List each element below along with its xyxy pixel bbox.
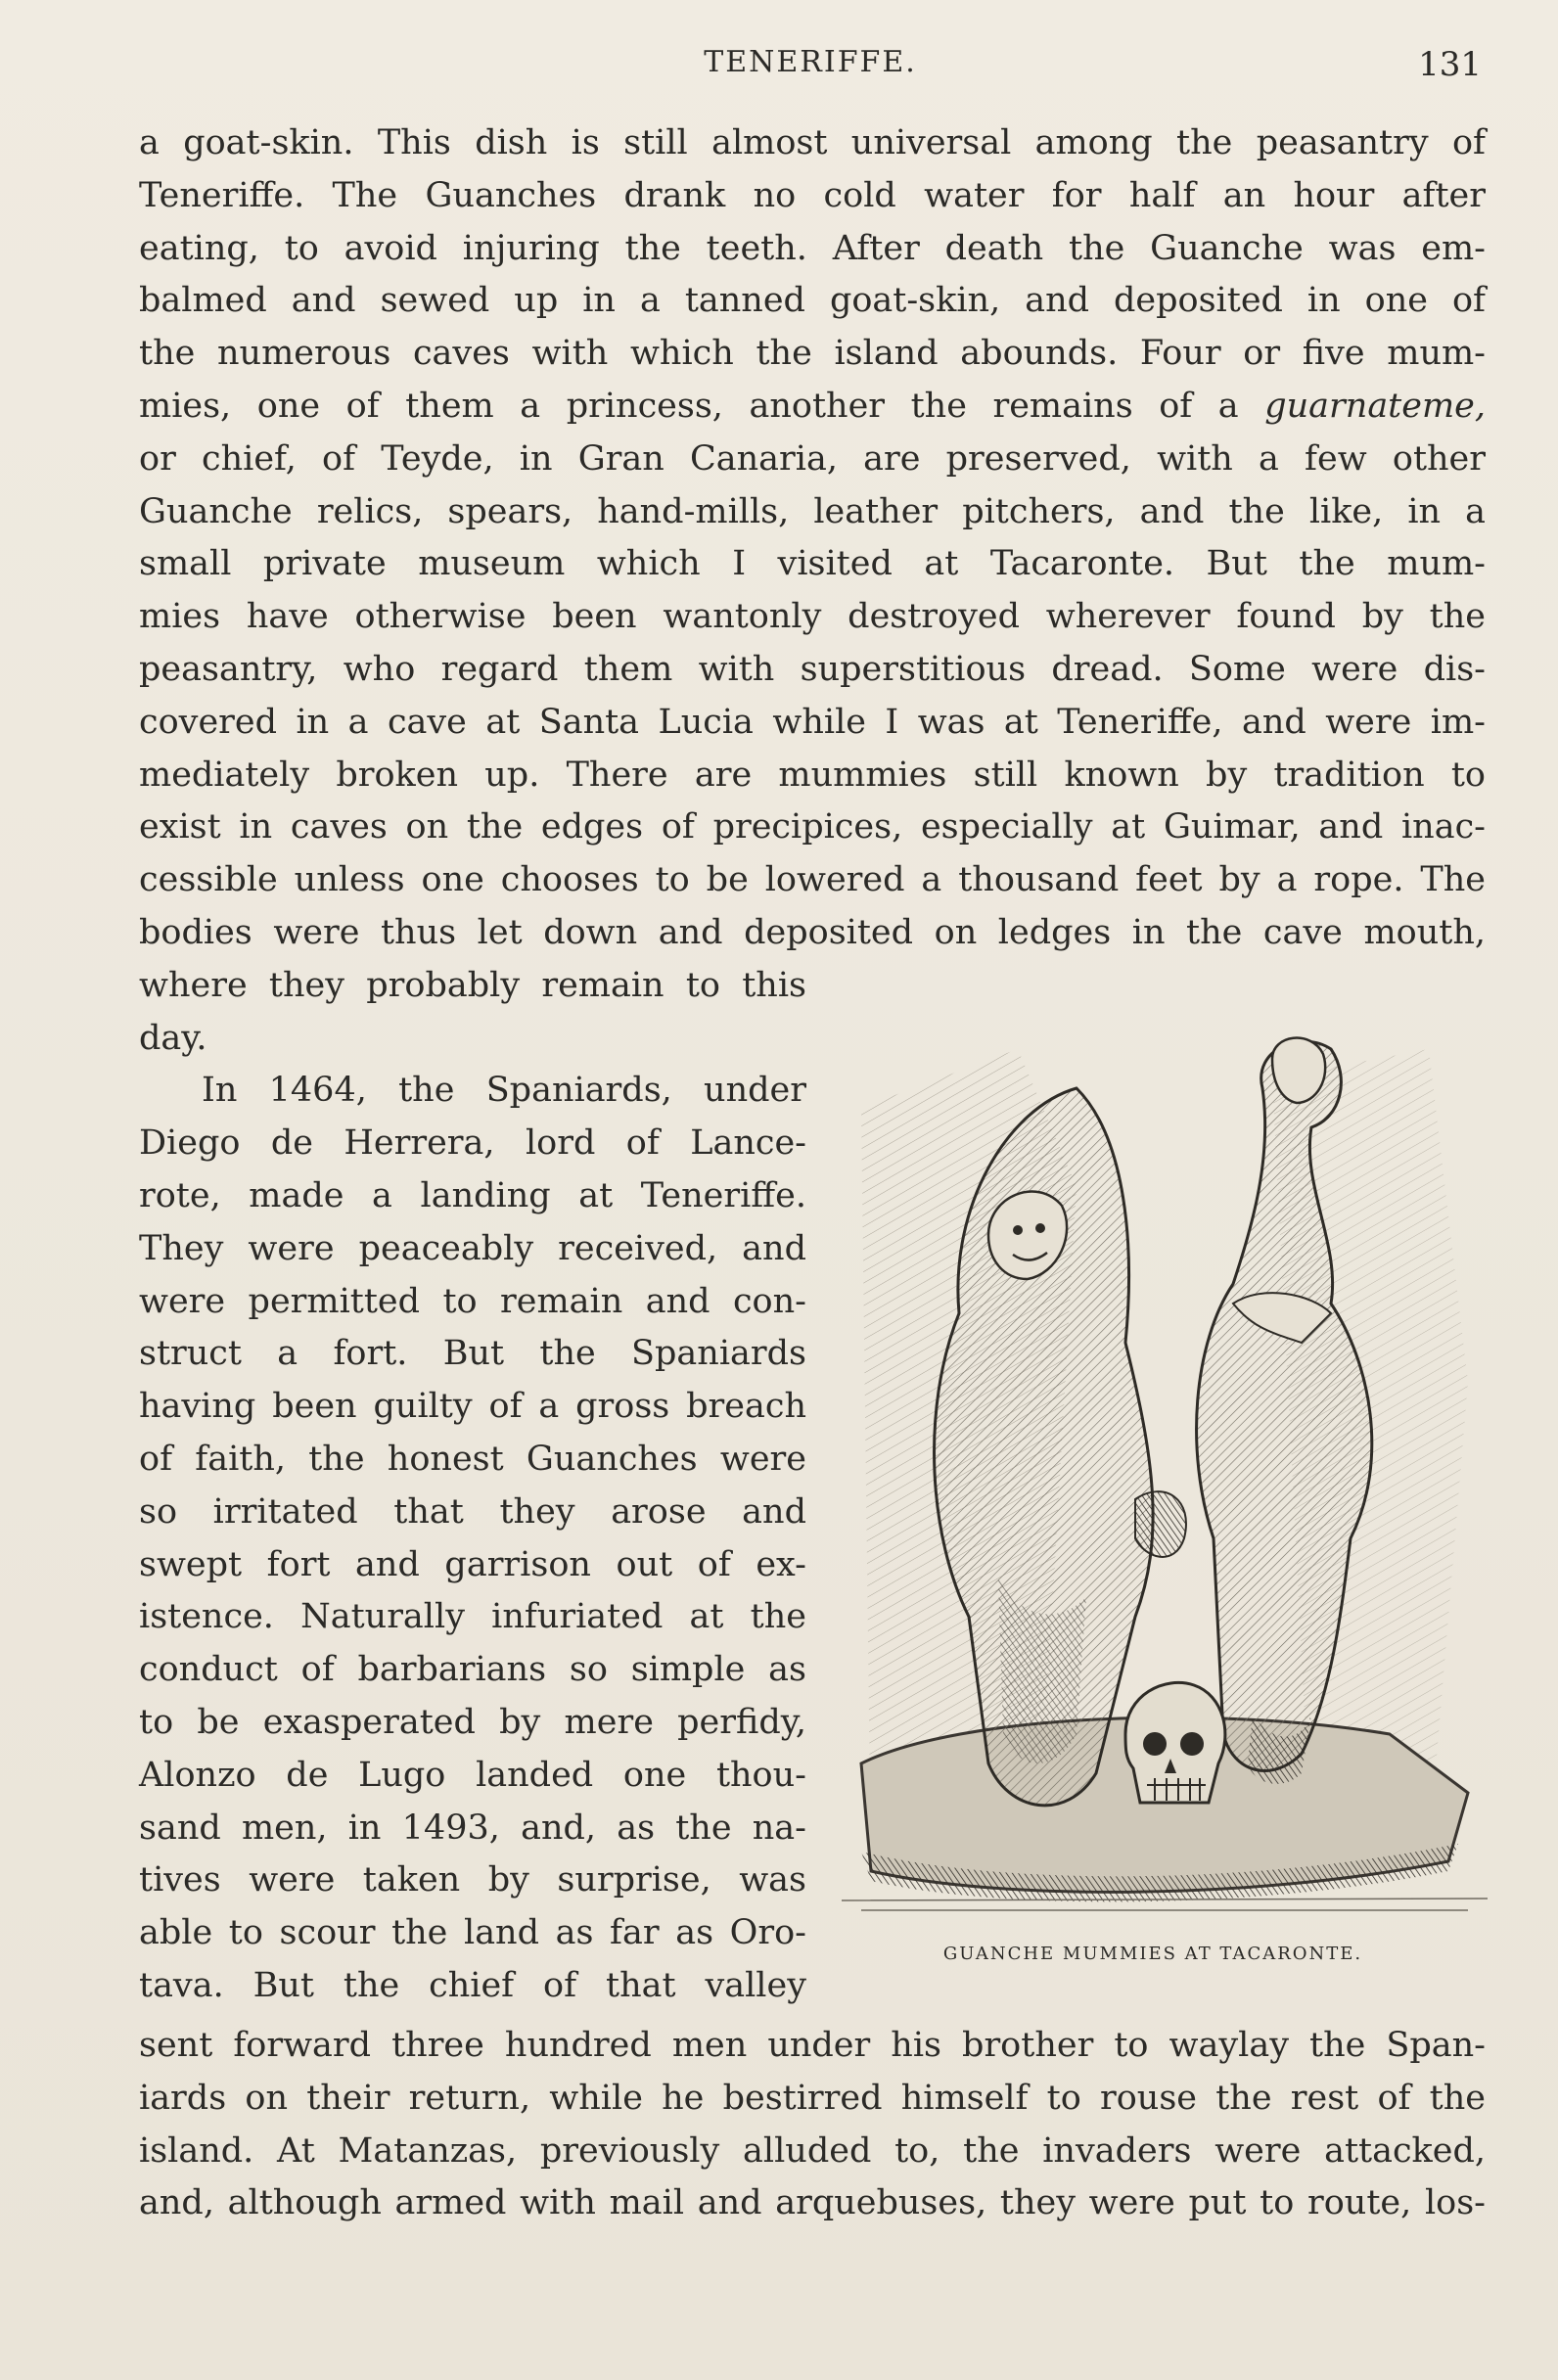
text-line: or chief, of Teyde, in Gran Canaria, are preserved, with a few other [139, 438, 1486, 479]
text-line: to be exasperated by mere perfidy, [139, 1702, 806, 1742]
text-line: Guanche relics, spears, hand-mills, leather pitchers, and the like, in a [139, 491, 1486, 531]
text-segment: mies, one of them a princess, another the remains of a [139, 386, 1265, 426]
text-line [139, 381, 1486, 434]
text-line: having been guilty of a gross breach [139, 1387, 806, 1427]
text-line: day. [139, 1018, 207, 1058]
engraving-illustration [842, 990, 1488, 1959]
running-title: TENERIFFE. [704, 45, 917, 79]
italic-term: guarnateme, [1264, 386, 1486, 426]
left-mummy-eye [1013, 1225, 1023, 1235]
text-line: conduct of barbarians so simple as [139, 1650, 806, 1690]
text-line: peasantry, who regard them with superstitious dread. Some were dis- [139, 649, 1486, 689]
paragraph-start: In 1464, the Spaniards, under [202, 1071, 806, 1111]
text-line: Teneriffe. The Guanches drank no cold water for half an hour after [139, 175, 1486, 215]
text-line: They were peaceably received, and [139, 1228, 806, 1268]
text-line: cessible unless one chooses to be lowered a thousand feet by a rope. The [139, 860, 1486, 900]
text-line: a goat-skin. This dish is still almost universal among the peasantry of [139, 123, 1486, 162]
text-line: Diego de Herrera, lord of Lance- [139, 1123, 806, 1164]
text-line: sand men, in 1493, and, as the na- [139, 1808, 806, 1848]
left-mummy-eye [1035, 1223, 1045, 1233]
text-line: eating, to avoid injuring the teeth. After death the Guanche was em- [139, 228, 1486, 268]
text-line: able to scour the land as far as Oro- [139, 1913, 806, 1953]
text-line: mies have otherwise been wantonly destroyed wherever found by the [139, 597, 1486, 637]
text-line: tava. But the chief of that valley [139, 1965, 806, 2005]
page-header [139, 45, 1482, 94]
text-line: iards on their return, while he bestirred himself to rouse the rest of the [139, 2078, 1486, 2118]
text-line: exist in caves on the edges of precipices, especially at Guimar, and inac- [139, 807, 1486, 847]
text-line: istence. Naturally infuriated at the [139, 1597, 806, 1637]
text-line: covered in a cave at Santa Lucia while I was at Teneriffe, and were im- [139, 702, 1486, 742]
text-line: small private museum which I visited at Tacaronte. But the mum- [139, 544, 1486, 584]
text-line: sent forward three hundred men under his brother to waylay the Span- [139, 2026, 1486, 2065]
text-line: the numerous caves with which the island abounds. Four or five mum- [139, 334, 1486, 374]
text-line: bodies were thus let down and deposited on ledges in the cave mouth, [139, 912, 1486, 952]
text-line: swept fort and garrison out of ex- [139, 1544, 806, 1584]
text-line: were permitted to remain and con- [139, 1281, 806, 1321]
mummies-engraving [842, 990, 1488, 1959]
text-line: mediately broken up. There are mummies still known by tradition to [139, 755, 1486, 795]
page-number: 131 [1418, 45, 1482, 84]
text-line: so irritated that they arose and [139, 1491, 806, 1532]
skull-eye-socket [1143, 1732, 1167, 1756]
text-line: balmed and sewed up in a tanned goat-skin, and deposited in one of [139, 281, 1486, 321]
text-line: rote, made a landing at Teneriffe. [139, 1175, 806, 1215]
text-line: struct a fort. But the Spaniards [139, 1334, 806, 1374]
text-line: of faith, the honest Guanches were [139, 1439, 806, 1479]
text-line: and, although armed with mail and arquebuses, they were put to route, los- [139, 2183, 1486, 2223]
text-line: where they probably remain to this [139, 965, 806, 1005]
right-mummy-face [1272, 1038, 1325, 1103]
text-line: Alonzo de Lugo landed one thou- [139, 1755, 806, 1795]
skull-eye-socket [1180, 1732, 1204, 1756]
text-line: island. At Matanzas, previously alluded to, the invaders were attacked, [139, 2130, 1486, 2171]
text-line: tives were taken by surprise, was [139, 1860, 806, 1900]
figure-caption: GUANCHE MUMMIES AT TACARONTE. [942, 1944, 1363, 1964]
body-text-continued [139, 2020, 1486, 2230]
left-mummy-hand [1135, 1491, 1186, 1557]
